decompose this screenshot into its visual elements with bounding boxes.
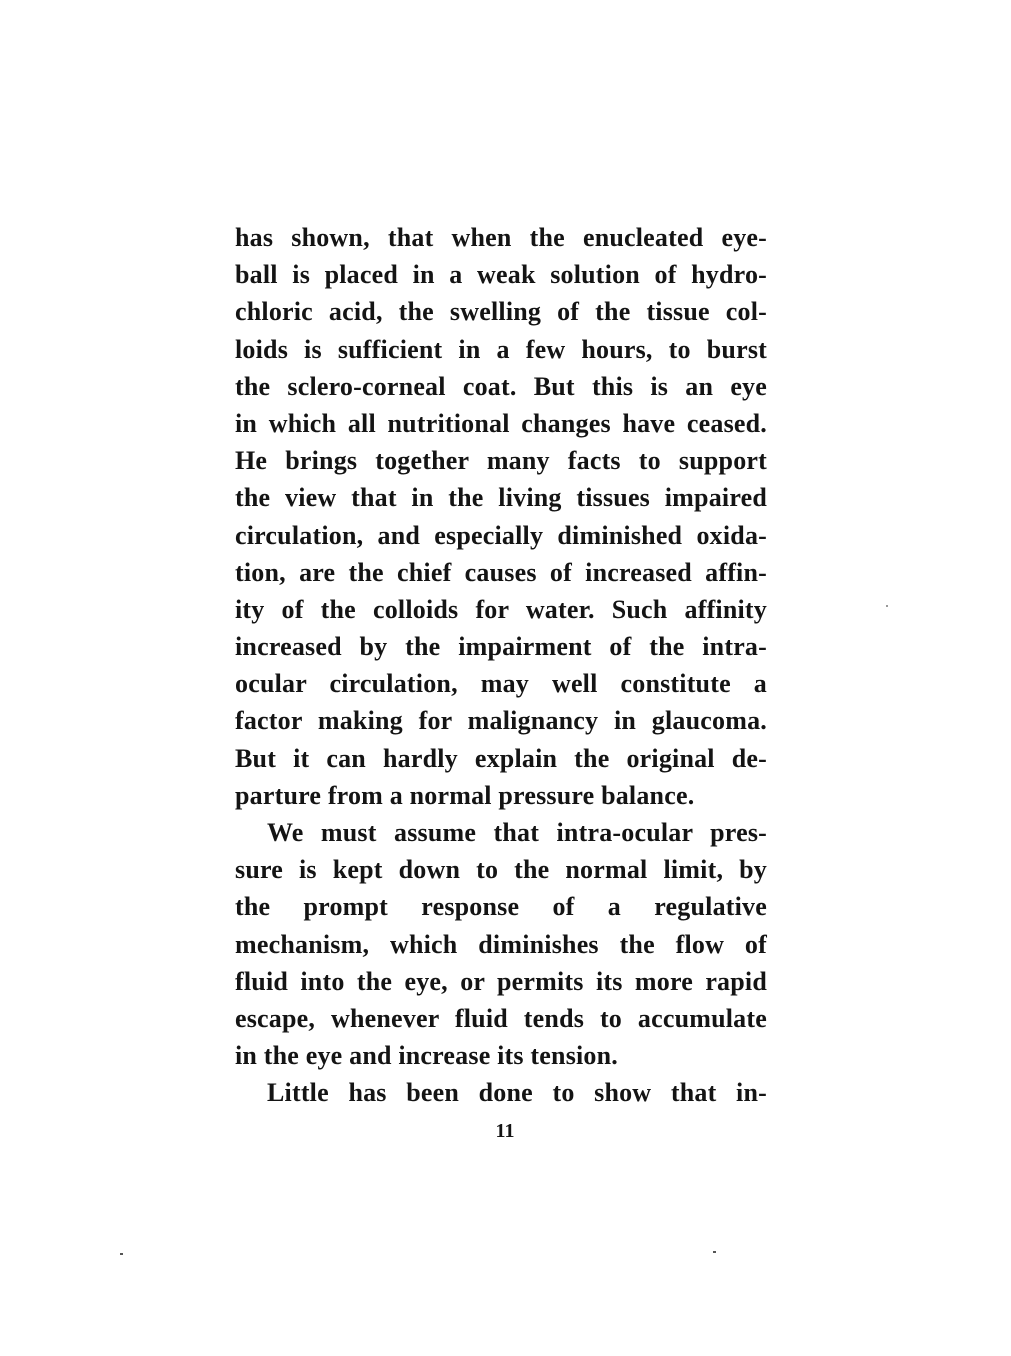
paragraph-start-line: Little has been done to show that in- [267, 1078, 767, 1108]
text-line: the sclero-corneal coat. But this is an eye [235, 371, 767, 401]
text-line: the view that in the living tissues impaired [235, 483, 767, 513]
text-line: circulation, and especially diminished oxida- [235, 520, 767, 550]
text-line: in which all nutritional changes have ceased. [235, 408, 767, 438]
text-line: tion, are the chief causes of increased affin- [235, 557, 767, 587]
text-line: the prompt response of a regulative [235, 892, 767, 922]
text-line: fluid into the eye, or permits its more rapid [235, 966, 767, 996]
scan-speck [120, 1253, 123, 1255]
text-line: escape, whenever fluid tends to accumulate [235, 1003, 767, 1033]
text-line: He brings together many facts to support [235, 446, 767, 476]
text-line: sure is kept down to the normal limit, by [235, 855, 767, 885]
text-line: increased by the impairment of the intra- [235, 632, 767, 662]
text-line: mechanism, which diminishes the flow of [235, 929, 767, 959]
scan-speck [713, 1251, 716, 1253]
text-line: loids is sufficient in a few hours, to burst [235, 334, 767, 364]
scan-speck [886, 605, 888, 607]
body-text [235, 219, 767, 1112]
text-line: in the eye and increase its tension. [235, 1041, 618, 1071]
text-line: has shown, that when the enucleated eye- [235, 223, 767, 252]
text-line: ocular circulation, may well constitute a [235, 669, 767, 699]
text-line: But it can hardly explain the original de- [235, 743, 767, 773]
text-line: factor making for malignancy in glaucoma. [235, 706, 767, 736]
text-line: ity of the colloids for water. Such affinity [235, 594, 767, 624]
page-number: 11 [495, 1120, 515, 1142]
text-line: parture from a normal pressure balance. [235, 780, 695, 810]
text-line: ball is placed in a weak solution of hydro- [235, 260, 767, 290]
paragraph-start-line: We must assume that intra-ocular pres- [267, 818, 767, 847]
text-line: chloric acid, the swelling of the tissue col- [235, 297, 767, 327]
